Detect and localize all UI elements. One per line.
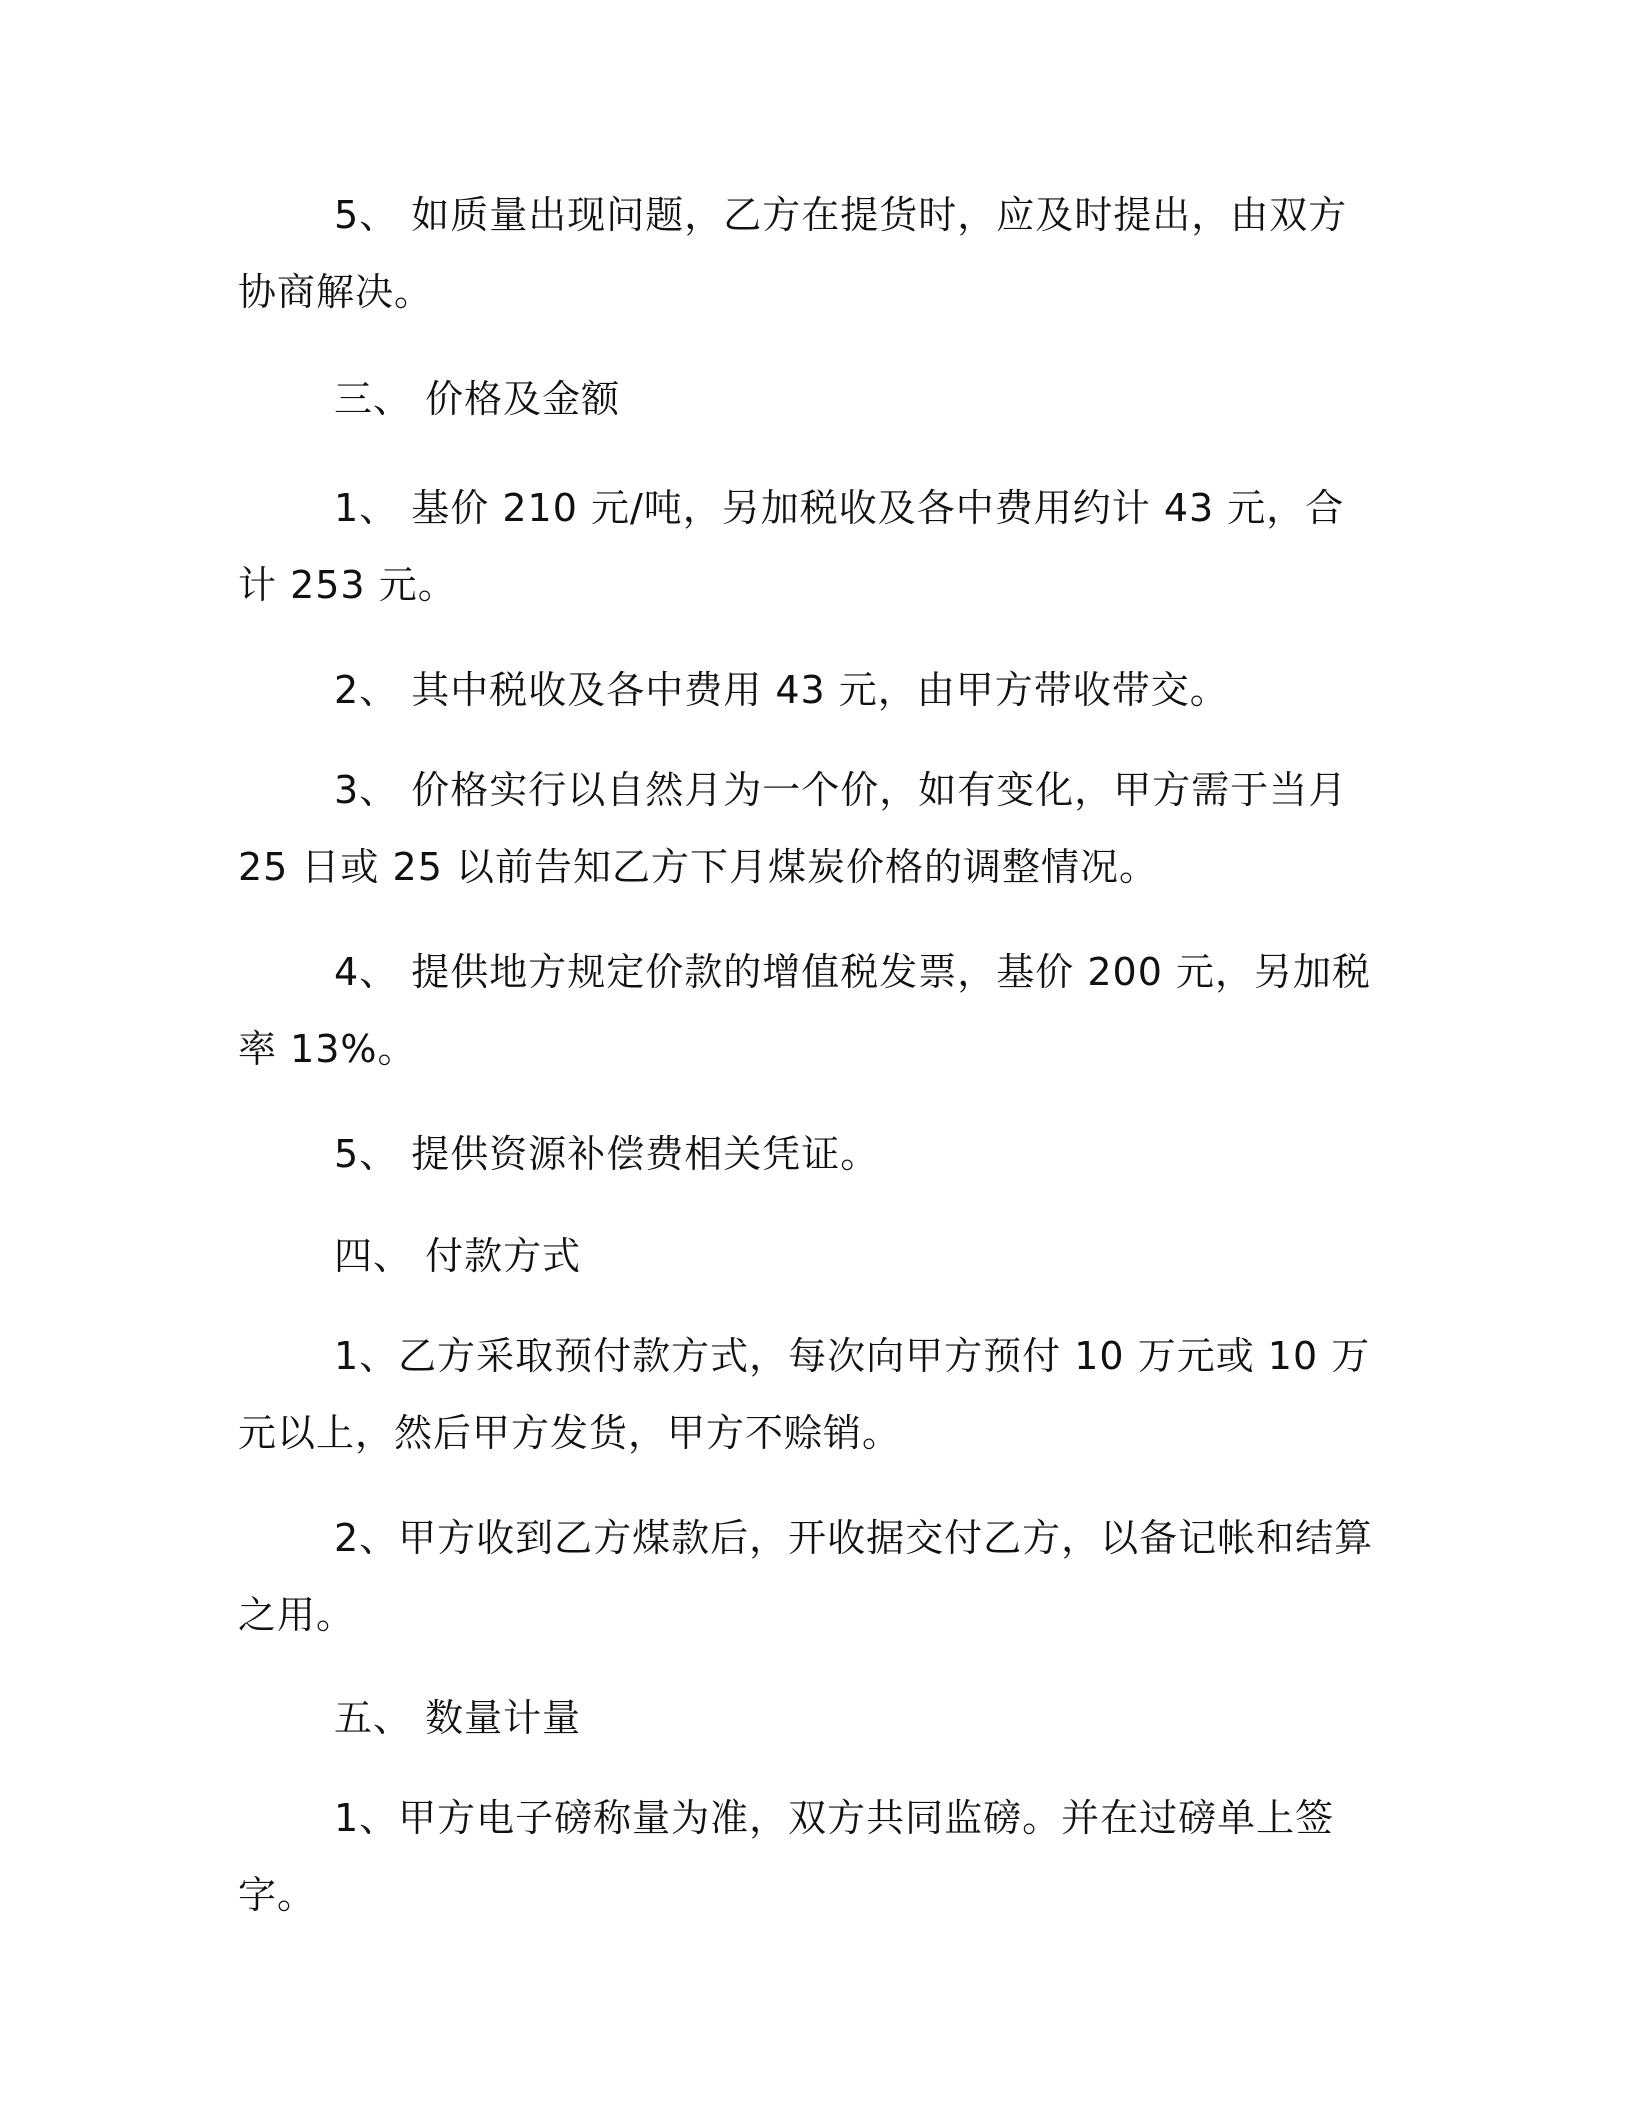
section-heading-quantity: 五、 数量计量: [334, 1696, 582, 1740]
paragraph-receipt: 2、甲方收到乙方煤款后，开收据交付乙方，以备记帐和结算之用。: [238, 1516, 1374, 1637]
paragraph-prepayment: 1、乙方采取预付款方式，每次向甲方预付 10 万元或 10 万元以上，然后甲方发货，甲方不赊销。: [238, 1334, 1371, 1455]
paragraph-vat-invoice: 4、 提供地方规定价款的增值税发票，基价 200 元，另加税率 13%。: [238, 950, 1371, 1071]
paragraph-weighing: 1、甲方电子磅称量为准，双方共同监磅。并在过磅单上签字。: [238, 1796, 1335, 1917]
paragraph-tax-fees: 2、 其中税收及各中费用 43 元，由甲方带收带交。: [334, 668, 1229, 712]
section-heading-payment: 四、 付款方式: [334, 1234, 582, 1278]
paragraph-base-price: 1、 基价 210 元/吨，另加税收及各中费用约计 43 元，合计 253 元。: [238, 486, 1345, 607]
paragraph-monthly-price: 3、 价格实行以自然月为一个价，如有变化，甲方需于当月 25 日或 25 以前告知乙方下月煤炭价格的调整情况。: [238, 768, 1348, 889]
paragraph-quality-issue: 5、 如质量出现问题，乙方在提货时，应及时提出，由双方协商解决。: [238, 193, 1348, 314]
paragraph-resource-fee: 5、 提供资源补偿费相关凭证。: [334, 1132, 880, 1176]
section-heading-price: 三、 价格及金额: [334, 377, 621, 421]
